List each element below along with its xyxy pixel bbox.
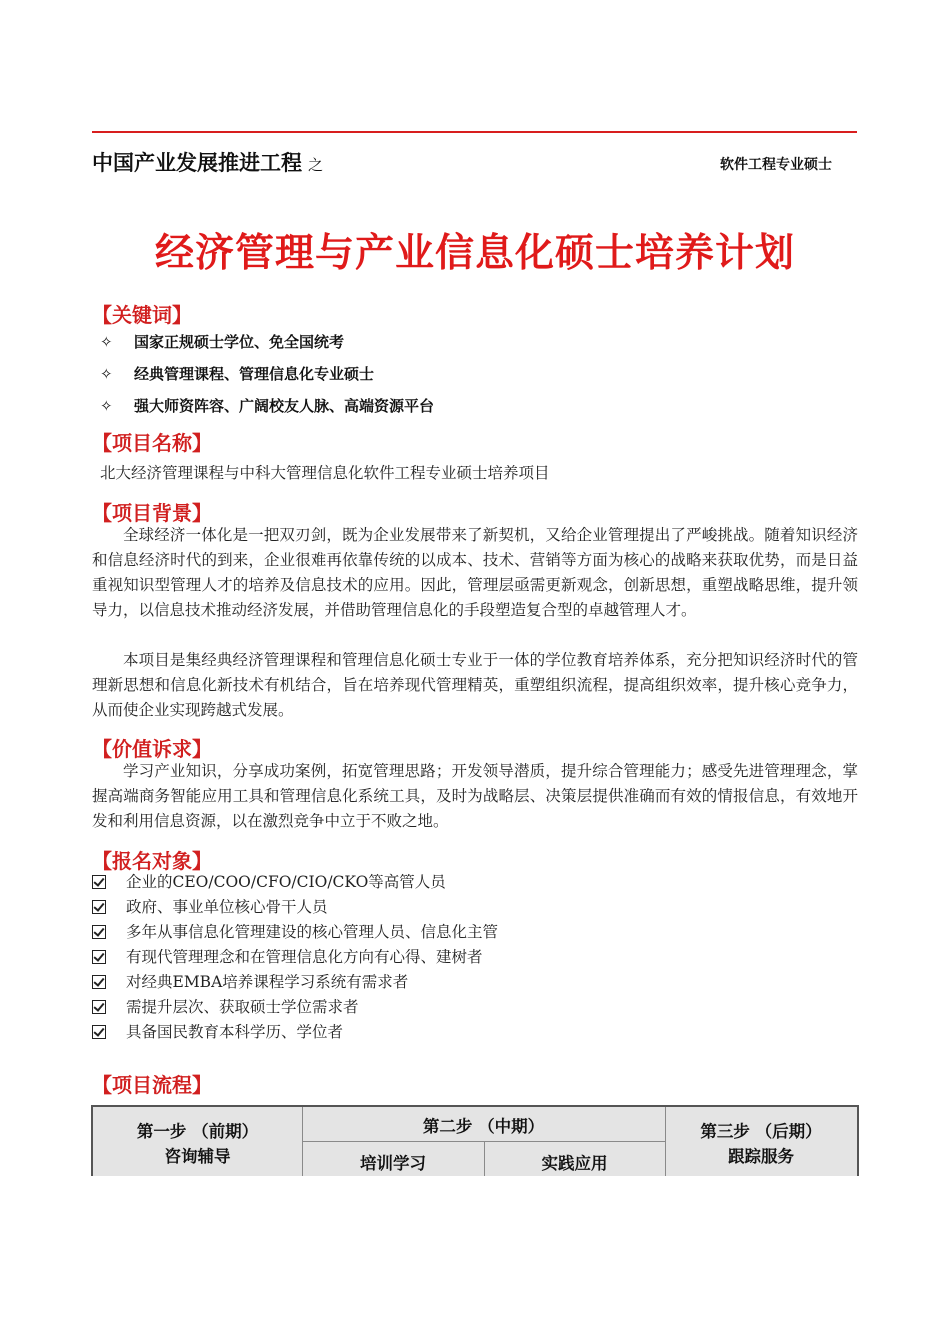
keyword-text: 国家正规硕士学位、免全国统考 bbox=[134, 333, 345, 351]
process-table bbox=[91, 1105, 859, 1176]
background-paragraph-1: 全球经济一体化是一把双刃剑，既为企业发展带来了新契机，又给企业管理提出了严峻挑战。随着知识经济和信息经济时代的到来，企业很难再依靠传统的以成本、技术、营销等方面为核心的战略来获取优势，而是日益重视知识型管理人才的培养及信息技术的应用。因此，管理层亟需更新观念，创新思想，重塑战略思维，提升领导力，以信息技术推动经济发展，并借助管理信息化的手段塑造复合型的卓越管理人才。 bbox=[92, 526, 858, 619]
value-paragraph: 学习产业知识，分享成功案例，拓宽管理思路；开发领导潜质，提升综合管理能力；感受先进管理理念，掌握高端商务智能应用工具和管理信息化系统工具，及时为战略层、决策层提供准确而有效的情报信息，有效地开发和利用信息资源，以在激烈竞争中立于不败之地。 bbox=[92, 762, 858, 830]
target-item bbox=[92, 895, 792, 920]
process-step-3-sub: 跟踪服务 bbox=[728, 1147, 794, 1166]
top-red-rule bbox=[92, 131, 857, 133]
process-step-2-sub-b: 实践应用 bbox=[541, 1154, 608, 1173]
target-text: 具备国民教育本科学历、学位者 bbox=[126, 1023, 344, 1041]
target-item bbox=[92, 1020, 792, 1045]
checked-box-icon bbox=[92, 1025, 106, 1039]
target-item bbox=[92, 945, 792, 970]
target-item bbox=[92, 870, 792, 895]
target-item bbox=[92, 920, 792, 945]
checked-box-icon bbox=[92, 925, 106, 939]
background-paragraph-2: 本项目是集经典经济管理课程和管理信息化硕士专业于一体的学位教育培养体系，充分把知识经济时代的管理新思想和信息化新技术有机结合，旨在培养现代管理精英，重塑组织流程，提高组织效率，提升核心竞争力，从而使企业实现跨越式发展。 bbox=[92, 651, 858, 719]
checked-box-icon bbox=[92, 900, 106, 914]
checked-box-icon bbox=[92, 1000, 106, 1014]
header-left bbox=[92, 147, 323, 177]
diamond-star-icon: ✧ bbox=[100, 333, 113, 351]
target-text: 对经典EMBA培养课程学习系统有需求者 bbox=[126, 973, 409, 991]
keywords-list bbox=[100, 330, 800, 426]
target-text: 有现代管理理念和在管理信息化方向有心得、建树者 bbox=[126, 948, 483, 966]
header-left-title: 中国产业发展推进工程 bbox=[92, 151, 302, 175]
section-process-heading: 【项目流程】 bbox=[92, 1073, 212, 1097]
process-step-1-label: 第一步 （前期） bbox=[136, 1122, 259, 1141]
header-right-title: 软件工程专业硕士 bbox=[720, 157, 832, 173]
section-targets-heading: 【报名对象】 bbox=[92, 849, 212, 873]
section-background-heading: 【项目背景】 bbox=[92, 501, 212, 525]
header-left-suffix: 之 bbox=[308, 156, 324, 174]
keyword-text: 强大师资阵容、广阔校友人脉、高端资源平台 bbox=[134, 397, 435, 415]
section-value-heading: 【价值诉求】 bbox=[92, 737, 212, 761]
target-text: 多年从事信息化管理建设的核心管理人员、信息化主管 bbox=[126, 923, 499, 941]
keyword-item bbox=[100, 330, 800, 362]
process-step-3 bbox=[665, 1119, 857, 1169]
target-text: 政府、事业单位核心骨干人员 bbox=[126, 898, 328, 916]
checked-box-icon bbox=[92, 875, 106, 889]
diamond-star-icon: ✧ bbox=[100, 397, 113, 415]
main-title: 经济管理与产业信息化硕士培养计划 bbox=[154, 231, 795, 276]
targets-list bbox=[92, 870, 792, 1045]
keyword-item bbox=[100, 394, 800, 426]
section-keywords-heading: 【关键词】 bbox=[92, 303, 192, 327]
process-step-1-sub: 咨询辅导 bbox=[164, 1147, 231, 1166]
process-step-2-label: 第二步 （中期） bbox=[422, 1117, 545, 1136]
checked-box-icon bbox=[92, 975, 106, 989]
process-step-2-sub-a: 培训学习 bbox=[360, 1154, 426, 1173]
process-step-3-label: 第三步 （后期） bbox=[700, 1122, 822, 1141]
target-text: 企业的CEO/COO/CFO/CIO/CKO等高管人员 bbox=[126, 873, 446, 891]
target-text: 需提升层次、获取硕士学位需求者 bbox=[126, 998, 359, 1016]
process-step-1 bbox=[93, 1119, 302, 1169]
diamond-star-icon: ✧ bbox=[100, 365, 113, 383]
target-item bbox=[92, 995, 792, 1020]
checked-box-icon bbox=[92, 950, 106, 964]
target-item bbox=[92, 970, 792, 995]
keyword-text: 经典管理课程、管理信息化专业硕士 bbox=[134, 365, 375, 383]
keyword-item bbox=[100, 362, 800, 394]
project-name-text: 北大经济管理课程与中科大管理信息化软件工程专业硕士培养项目 bbox=[100, 464, 550, 482]
section-project-name-heading: 【项目名称】 bbox=[92, 431, 212, 455]
